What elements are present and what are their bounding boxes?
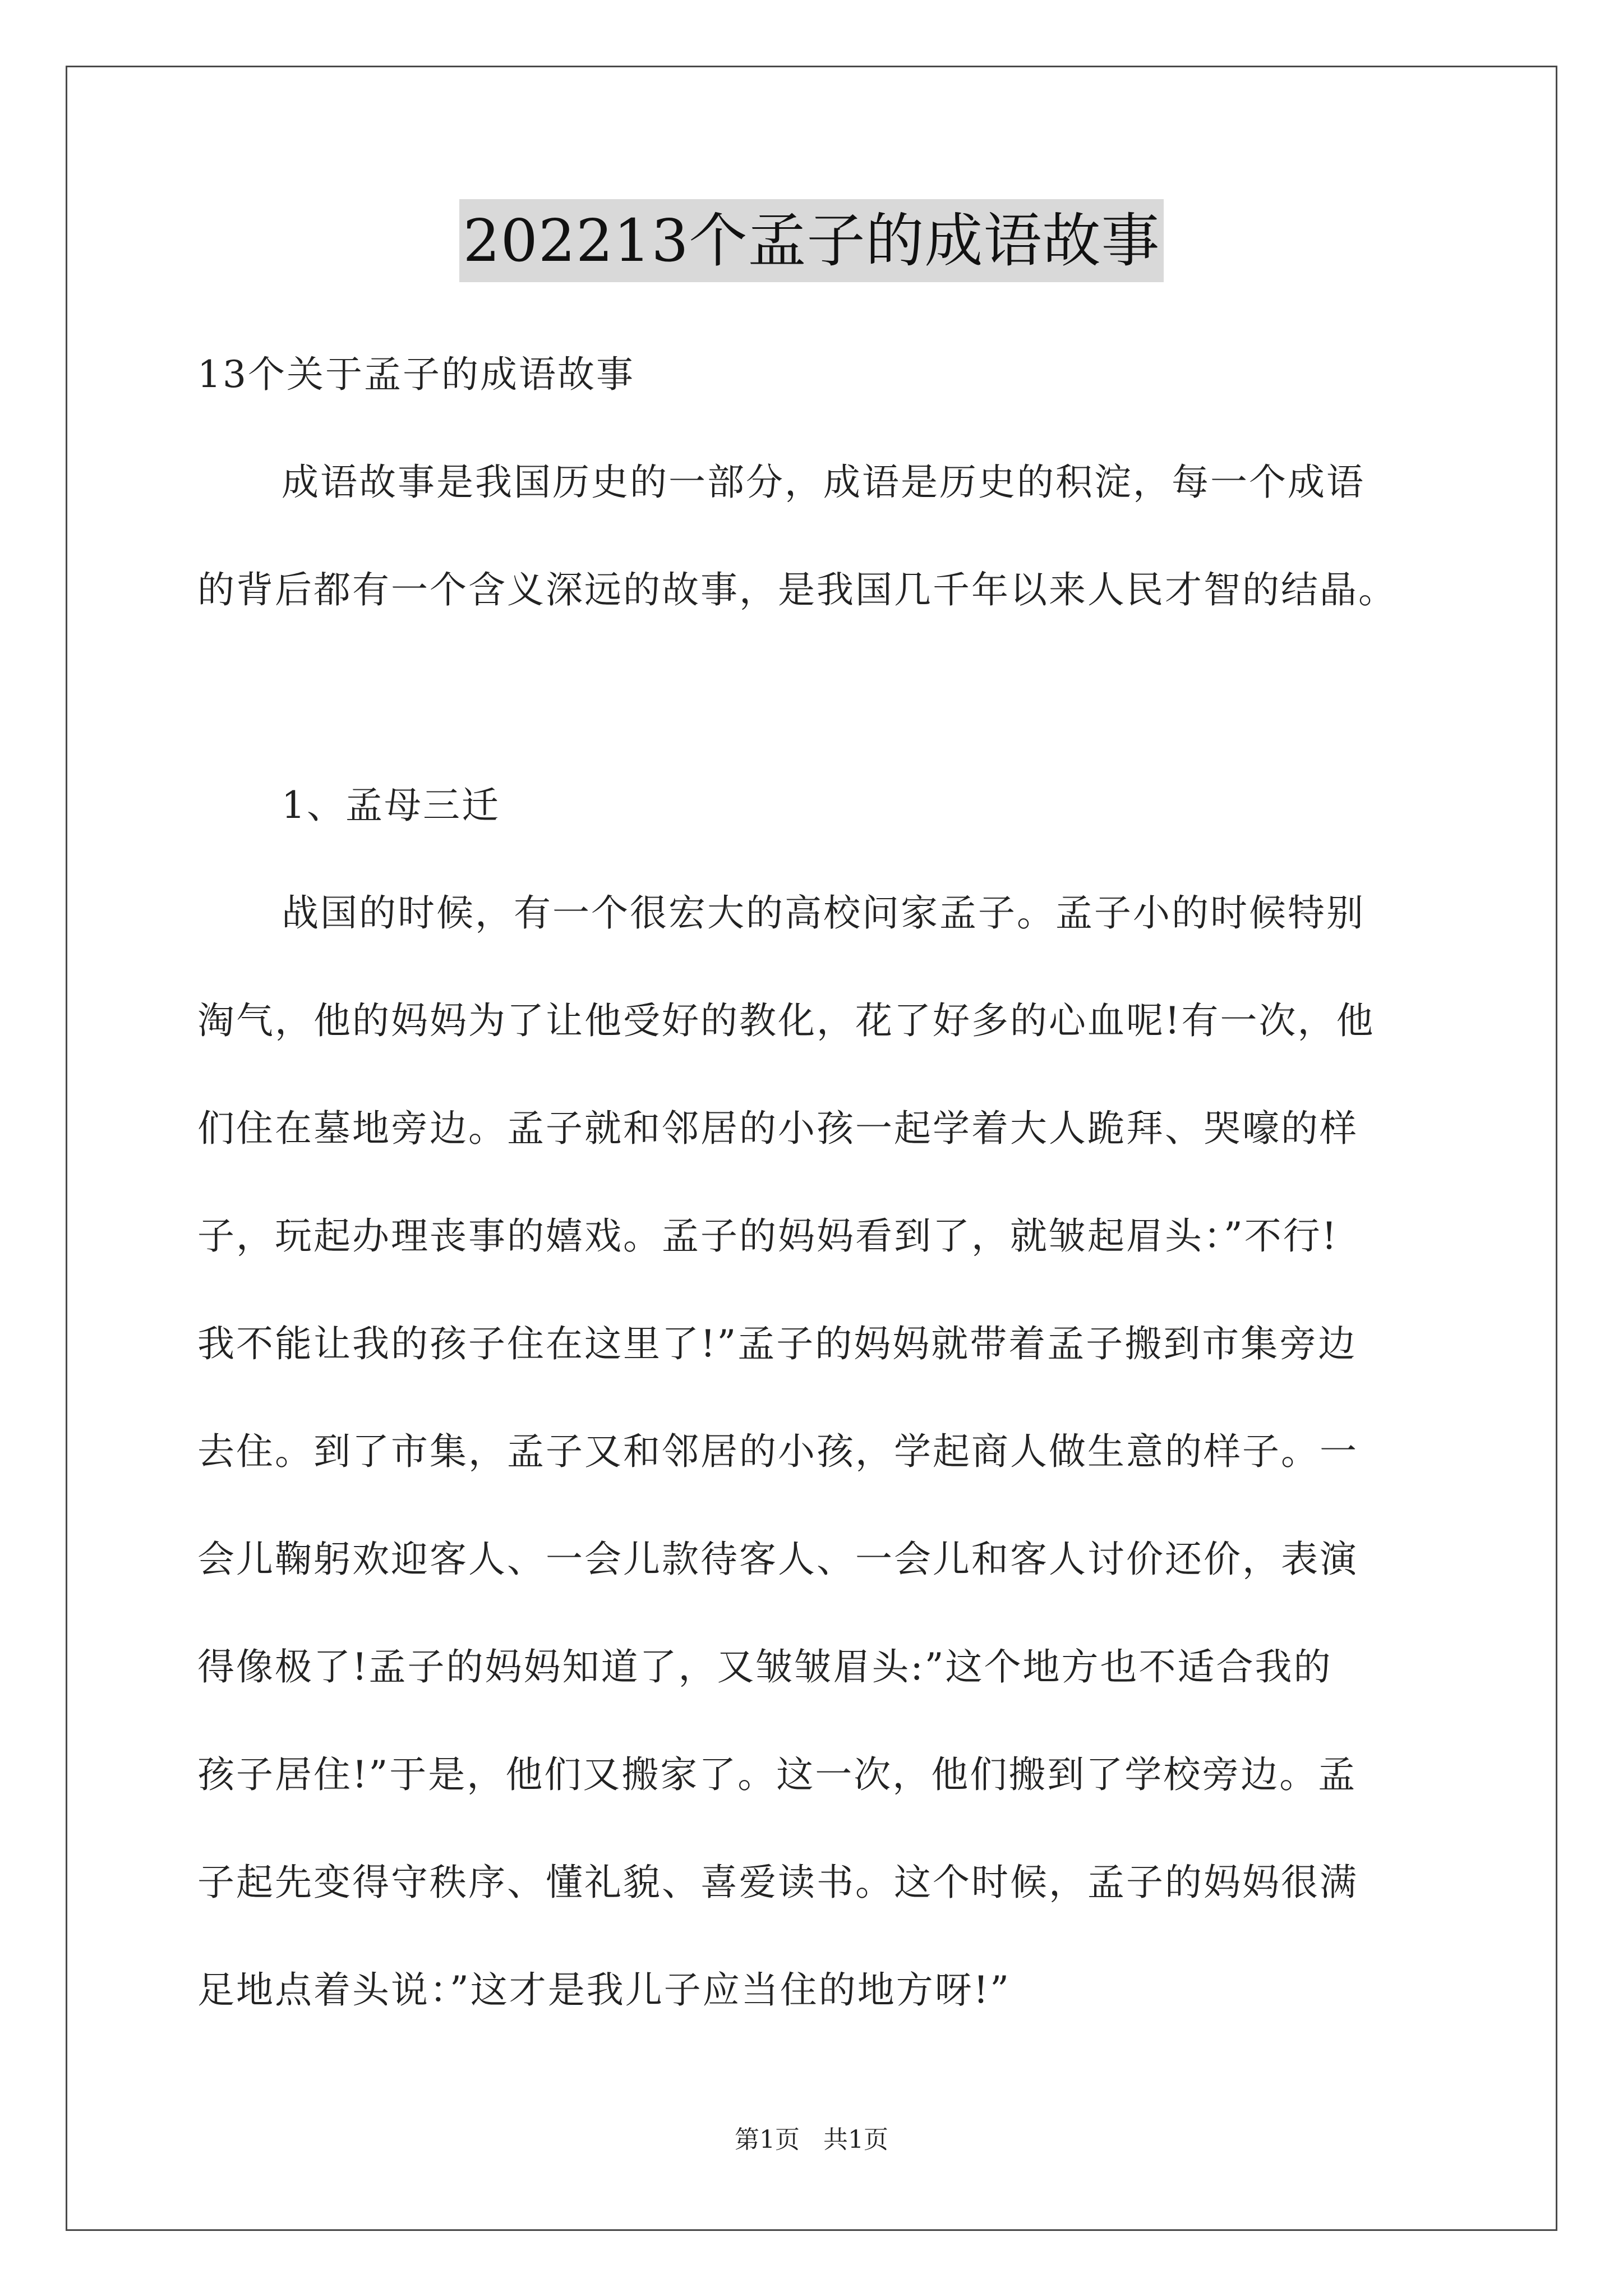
story-line: 们住在墓地旁边。孟子就和邻居的小孩一起学着大人跪拜、哭嚎的样 [197,1107,1358,1150]
story-line: 去住。到了市集，孟子又和邻居的小孩，学起商人做生意的样子。一 [197,1430,1358,1473]
story-line: 子，玩起办理丧事的嬉戏。孟子的妈妈看到了，就皱起眉头：”不行! [197,1214,1339,1258]
document-title: 202213个孟子的成语故事 [459,199,1163,282]
subtitle: 13个关于孟子的成语故事 [197,353,635,396]
story-paragraph [197,886,1454,2017]
intro-paragraph [197,455,1454,617]
story-line: 我不能让我的孩子住在这里了!”孟子的妈妈就带着孟子搬到市集旁边 [197,1322,1357,1365]
section-heading: 1、孟母三迁 [282,784,500,827]
page-footer: 第1页 共1页 [735,2125,888,2154]
intro-line: 成语故事是我国历史的一部分，成语是历史的积淀，每一个成语 [282,461,1365,504]
story-line: 淘气，他的妈妈为了让他受好的教化，花了好多的心血呢!有一次，他 [197,999,1375,1042]
story-line: 孩子居住!”于是，他们又搬家了。这一次，他们搬到了学校旁边。孟 [197,1753,1357,1796]
title-container [0,199,1623,282]
story-line: 子起先变得守秩序、懂礼貌、喜爱读书。这个时候，孟子的妈妈很满 [197,1861,1358,1904]
story-line: 会儿鞠躬欢迎客人、一会儿款待客人、一会儿和客人讨价还价，表演 [197,1538,1358,1581]
intro-line: 的背后都有一个含义深远的故事，是我国几千年以来人民才智的结晶。 [197,568,1397,611]
story-line: 得像极了!孟子的妈妈知道了，又皱皱眉头:”这个地方也不适合我的 [197,1645,1332,1688]
story-line: 战国的时候，有一个很宏大的高校问家孟子。孟子小的时候特别 [282,891,1365,935]
story-line: 足地点着头说：”这才是我儿子应当住的地方呀!” [197,1968,1011,2012]
document-body [197,348,1454,2017]
